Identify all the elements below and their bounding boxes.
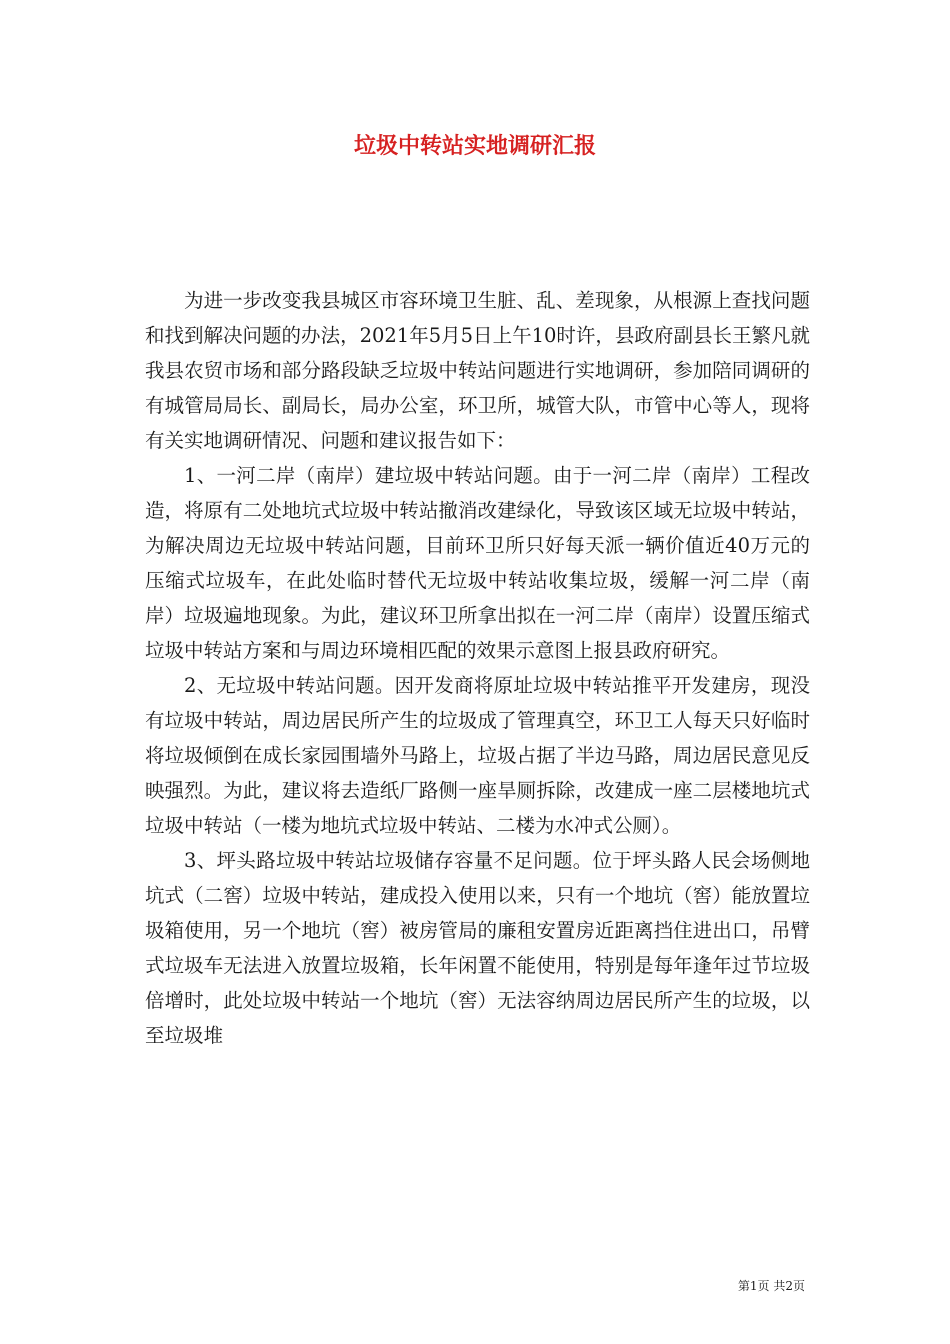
paragraph-item-2: 2、无垃圾中转站问题。因开发商将原址垃圾中转站推平开发建房，现没有垃圾中转站，周边居民所产生的垃圾成了管理真空，环卫工人每天只好临时将垃圾倾倒在成长家园围墙外马路上，垃圾占据了半边马路，周边居民意见反映强烈。为此，建议将去造纸厂路侧一座旱厕拆除，改建成一座二层楼地坑式垃圾中转站（一楼为地坑式垃圾中转站、二楼为水冲式公厕）。 (145, 674, 810, 837)
paragraph-item-3: 3、坪头路垃圾中转站垃圾储存容量不足问题。位于坪头路人民会场侧地坑式（二窖）垃圾中转站，建成投入使用以来，只有一个地坑（窖）能放置垃圾箱使用，另一个地坑（窖）被房管局的廉租安置房近距离挡住进出口，吊臂式垃圾车无法进入放置垃圾箱，长年闲置不能使用，特别是每年逢年过节垃圾倍增时，此处垃圾中转站一个地坑（窖）无法容纳周边居民所产生的垃圾，以至垃圾堆 (145, 849, 810, 1047)
page-number: 第1页 共2页 (737, 1279, 805, 1293)
document-body (145, 283, 810, 1053)
page-title: 垃圾中转站实地调研汇报 (353, 133, 596, 159)
paragraph-item-1: 1、一河二岸（南岸）建垃圾中转站问题。由于一河二岸（南岸）工程改造，将原有二处地坑式垃圾中转站撤消改建绿化，导致该区域无垃圾中转站，为解决周边无垃圾中转站问题，目前环卫所只好每天派一辆价值近40万元的压缩式垃圾车，在此处临时替代无垃圾中转站收集垃圾，缓解一河二岸（南岸）垃圾遍地现象。为此，建议环卫所拿出拟在一河二岸（南岸）设置压缩式垃圾中转站方案和与周边环境相匹配的效果示意图上报县政府研究。 (145, 464, 810, 662)
paragraph-intro: 为进一步改变我县城区市容环境卫生脏、乱、差现象，从根源上查找问题和找到解决问题的办法，2021年5月5日上午10时许，县政府副县长王繁凡就我县农贸市场和部分路段缺乏垃圾中转站问题进行实地调研，参加陪同调研的有城管局局长、副局长，局办公室，环卫所，城管大队，市管中心等人，现将有关实地调研情况、问题和建议报告如下： (145, 289, 810, 452)
